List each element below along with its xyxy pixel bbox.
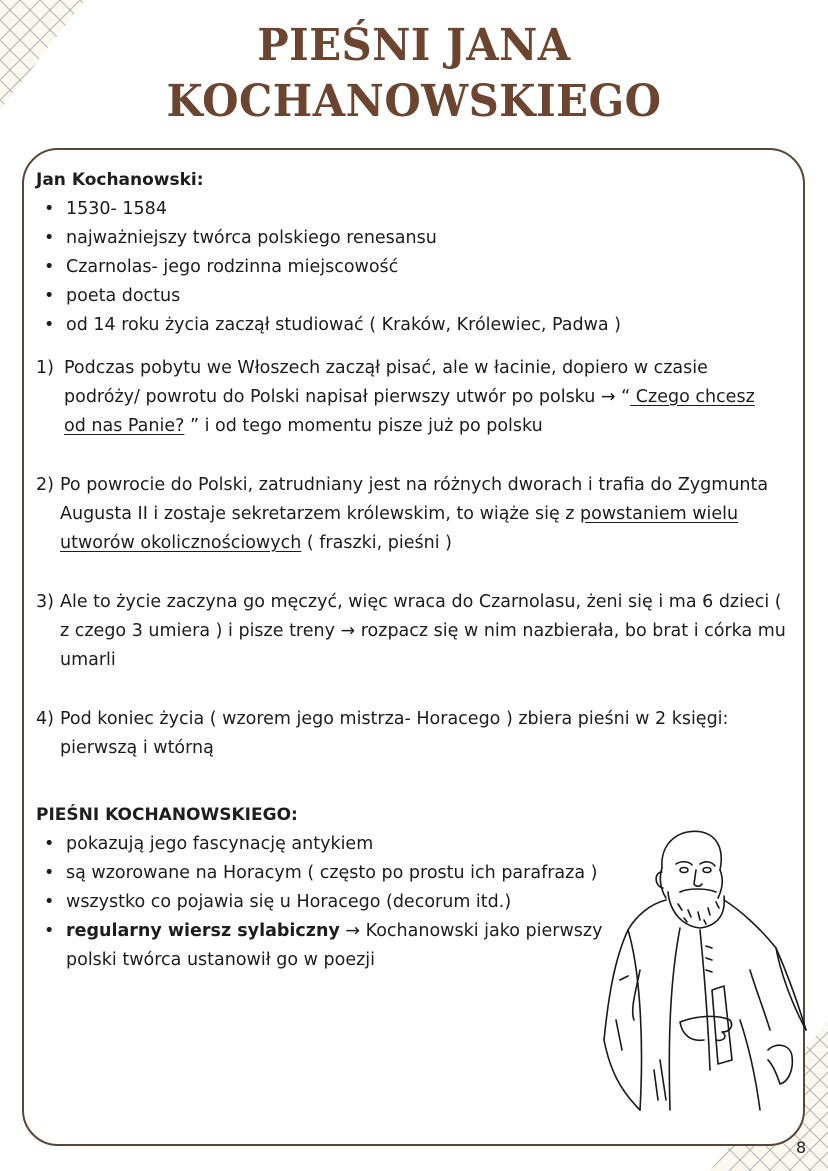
songs-item-rest: → Kochanowski jako pierwszy polski twórca ustanowił go w poezji bbox=[66, 921, 603, 970]
point-number: 1) bbox=[36, 358, 54, 378]
bio-list bbox=[36, 195, 796, 340]
point-text: Po powrocie do Polski, zatrudniany jest na różnych dworach i trafia do Zygmunta Augusta II i zostaje sekretarzem królewskim, to wiąże się z bbox=[60, 475, 769, 524]
point-text: Pod koniec życia ( wzorem jego mistrza- Horacego ) zbiera pieśni w 2 księgi: pierwszą i wtórną bbox=[60, 709, 729, 758]
portrait-line-drawing-icon bbox=[600, 820, 810, 1120]
songs-heading: PIEŚNI KOCHANOWSKIEGO: bbox=[36, 805, 298, 825]
point-number: 3) bbox=[36, 592, 54, 612]
bio-item: • najważniejszy twórca polskiego renesansu bbox=[66, 224, 796, 253]
point-text: ” i od tego momentu pisze już po polsku bbox=[184, 416, 543, 436]
point-3 bbox=[36, 588, 796, 675]
point-number: 2) bbox=[36, 475, 54, 495]
point-1 bbox=[36, 354, 796, 441]
page-number: 8 bbox=[796, 1138, 807, 1157]
underlined-title: Czego chcesz od nas Panie? bbox=[64, 387, 755, 436]
underlined-phrase: powstaniem wielu utworów okolicznościowych bbox=[60, 504, 739, 553]
songs-item: • pokazują jego fascynację antykiem bbox=[66, 830, 606, 859]
songs-item: • są wzorowane na Horacym ( często po prostu ich parafraza ) bbox=[66, 859, 606, 888]
songs-item: • wszystko co pojawia się u Horacego (decorum itd.) bbox=[66, 888, 606, 917]
songs-item bbox=[66, 917, 606, 975]
bio-item: • od 14 roku życia zaczął studiować ( Kraków, Królewiec, Padwa ) bbox=[66, 311, 796, 340]
page-title bbox=[0, 18, 828, 130]
title-line-2: KOCHANOWSKIEGO bbox=[166, 76, 662, 127]
bold-term: regularny wiersz sylabiczny bbox=[66, 921, 340, 941]
point-number: 4) bbox=[36, 709, 54, 729]
point-4 bbox=[36, 705, 796, 763]
bio-item: • poeta doctus bbox=[66, 282, 796, 311]
bio-item: • Czarnolas- jego rodzinna miejscowość bbox=[66, 253, 796, 282]
point-text: Ale to życie zaczyna go męczyć, więc wraca do Czarnolasu, żeni się i ma 6 dzieci ( z czego 3 umiera ) i pisze treny → rozpacz się w nim nazbierała, bo brat i córka mu umarli bbox=[60, 592, 786, 670]
point-2 bbox=[36, 471, 796, 558]
point-text: ( fraszki, pieśni ) bbox=[301, 533, 452, 553]
title-line-1: PIEŚNI JANA bbox=[257, 20, 571, 71]
songs-list bbox=[36, 830, 606, 975]
point-text: Podczas pobytu we Włoszech zaczął pisać, ale w łacinie, dopiero w czasie podróży/ powrotu do Polski napisał pierwszy utwór po polsku → “ bbox=[64, 358, 708, 407]
bio-heading: Jan Kochanowski: bbox=[36, 170, 204, 190]
bio-item: • 1530- 1584 bbox=[66, 195, 796, 224]
